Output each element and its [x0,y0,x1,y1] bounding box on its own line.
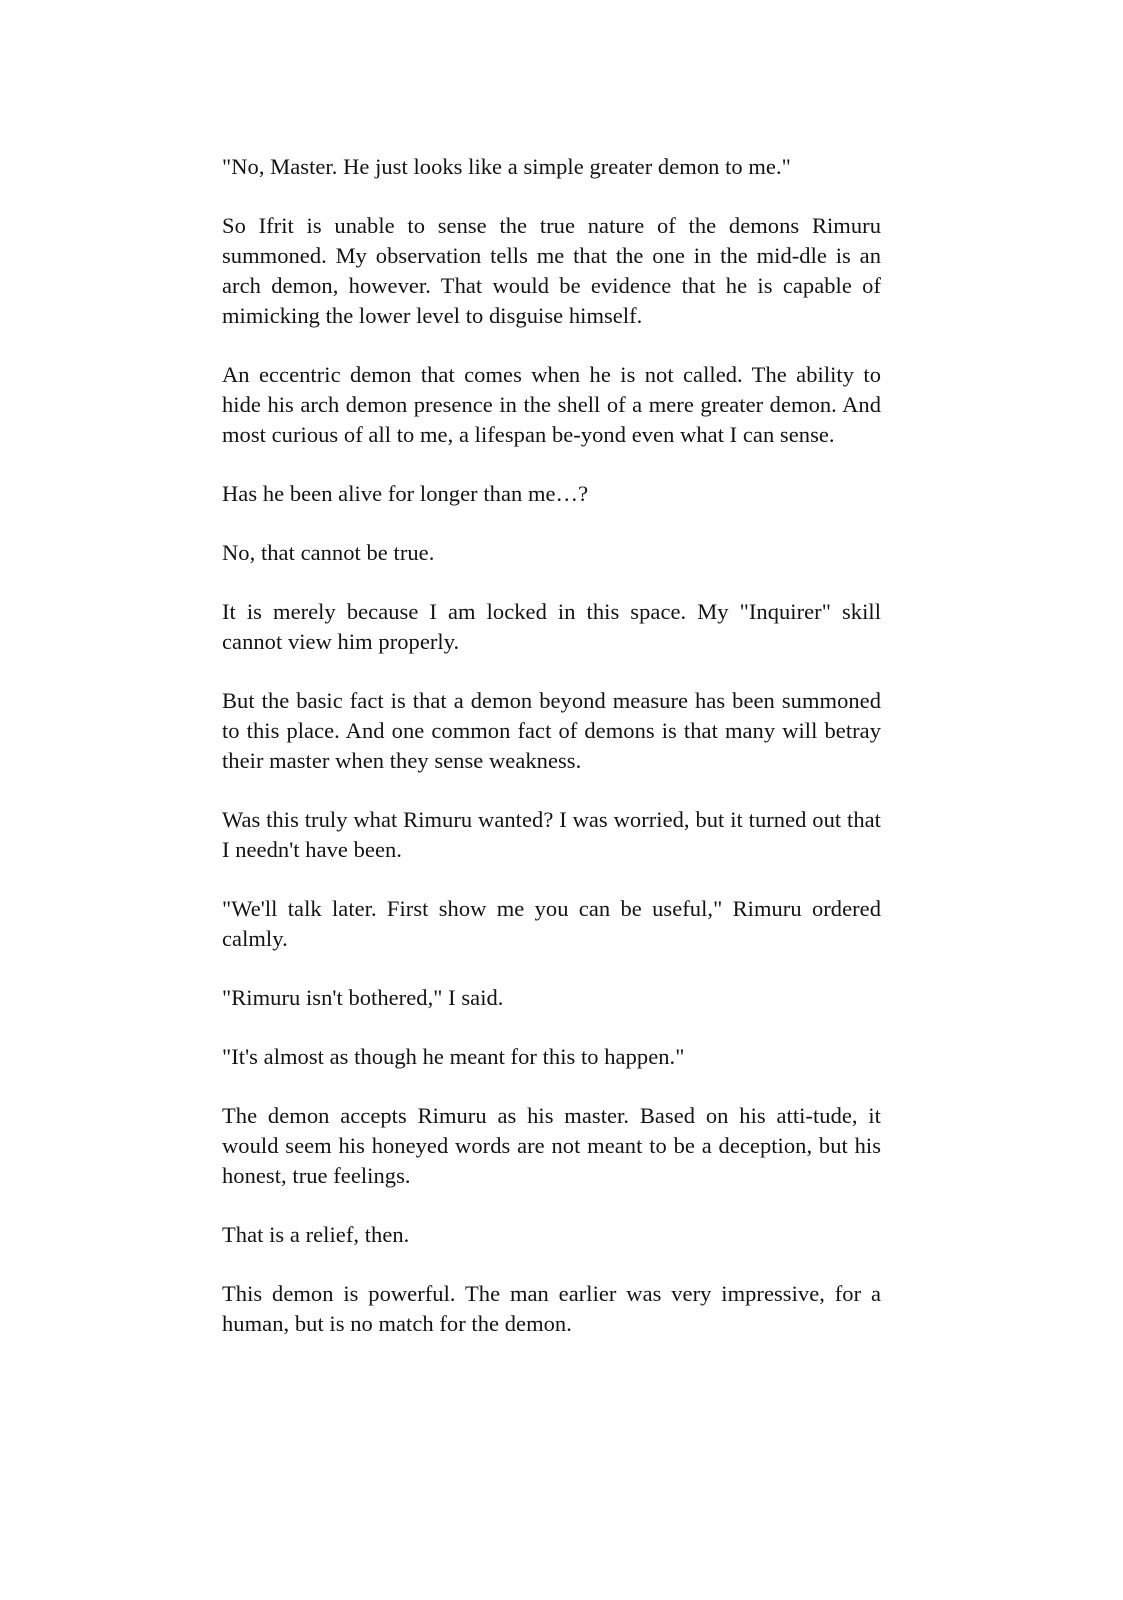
paragraph: An eccentric demon that comes when he is not called. The ability to hide his arch demon presence in the shell of a mere greater demon. And most curious of all to me, a lifespan be-yond even what I can sense. [222,362,881,447]
paragraph: "It's almost as though he meant for this to happen." [222,1044,685,1069]
paragraph: That is a relief, then. [222,1222,410,1247]
body-text-column [222,152,881,1339]
paragraph: "No, Master. He just looks like a simple greater demon to me." [222,154,791,179]
paragraph: This demon is powerful. The man earlier was very impressive, for a human, but is no match for the demon. [222,1281,881,1336]
paragraph: It is merely because I am locked in this space. My "Inquirer" skill cannot view him properly. [222,599,881,654]
paragraph: "Rimuru isn't bothered," I said. [222,985,504,1010]
paragraph: No, that cannot be true. [222,540,435,565]
paragraph: Has he been alive for longer than me…? [222,481,589,506]
paragraph: The demon accepts Rimuru as his master. Based on his atti-tude, it would seem his honeyed words are not meant to be a deception, but his honest, true feelings. [222,1103,881,1188]
paragraph: So Ifrit is unable to sense the true nature of the demons Rimuru summoned. My observation tells me that the one in the mid-dle is an arch demon, however. That would be evidence that he is capable of mimicking the lower level to disguise himself. [222,213,881,328]
paragraph: "We'll talk later. First show me you can be useful," Rimuru ordered calmly. [222,896,881,951]
paragraph: Was this truly what Rimuru wanted? I was worried, but it turned out that I needn't have been. [222,807,881,862]
paragraph: But the basic fact is that a demon beyond measure has been summoned to this place. And one common fact of demons is that many will betray their master when they sense weakness. [222,688,881,773]
